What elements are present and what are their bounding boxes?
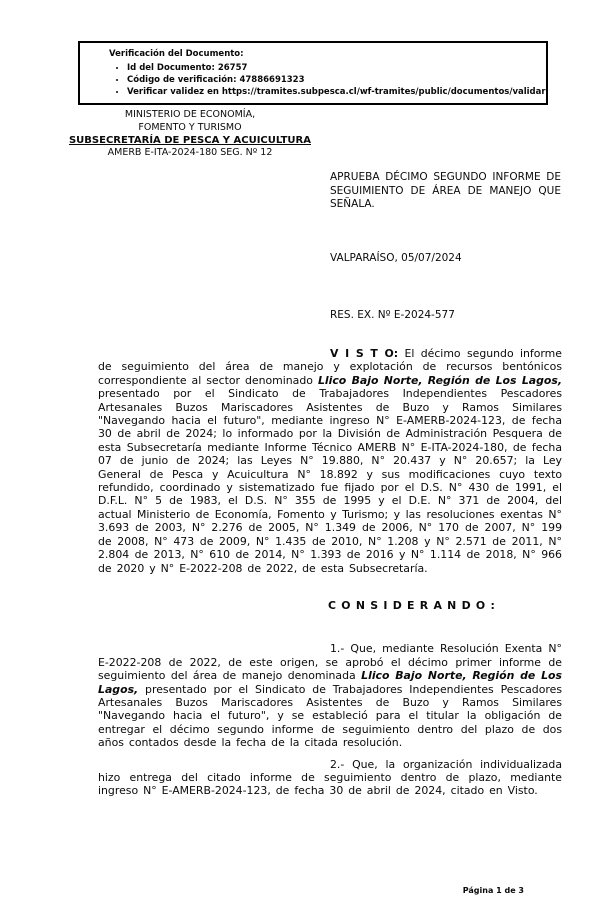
considerando-heading: C O N S I D E R A N D O : xyxy=(328,598,495,612)
verification-box xyxy=(78,41,548,105)
considerando-1-text-2: presentado por el Sindicato de Trabajadores Independientes Pescadores Artesanales Buzos Mariscadores Asistentes de Buzo y Ramos Similares "Navegando hacia el futuro", y se estableció para el titular la obligación de entregar el décimo segundo informe de seguimiento dentro del plazo de dos años contados desde la fecha de la citada resolución. xyxy=(98,682,562,750)
resolution-body xyxy=(98,347,562,798)
visto-text-2: presentado por el Sindicato de Trabajadores Independientes Pescadores Artesanales Buzos Mariscadores Asistentes de Buzo y Ramos Similares "Navegando hacia el futuro", mediante ingreso N° E-AMERB-2024-123, de fecha 30 de abril de 2024; lo informado por la División de Administración Pesquera de esta Subsecretaría mediante Informe Técnico AMERB N° E-ITA-2024-180, de fecha 07 de junio de 2024; las Leyes N° 19.880, N° 20.437 y N° 20.657; la Ley General de Pesca y Acuicultura N° 18.892 y sus modificaciones cuyo texto refundido, coordinado y sistematizado fue fijado por el D.S. N° 430 de 1991, el D.F.L. N° 5 de 1983, el D.S. N° 355 de 1995 y el D.E. N° 371 de 2004, del actual Ministerio de Economía, Fomento y Turismo; y las resoluciones exentas N° 3.693 de 2003, N° 2.276 de 2005, N° 1.349 de 2006, N° 170 de 2007, N° 199 de 2008, N° 473 de 2009, N° 1.435 de 2010, N° 1.208 y N° 2.571 de 2011, N° 2.804 de 2013, N° 610 de 2014, N° 1.393 de 2016 y N° 1.114 de 2018, N° 966 de 2020 y N° E-2022-208 de 2022, de esta Subsecretaría. xyxy=(98,387,562,575)
verification-item-url: • Verificar validez en https://tramites.subpesca.cl/wf-tramites/public/documentos/validar xyxy=(127,87,546,98)
verification-list xyxy=(80,63,546,98)
considerando-1-area-name: Llico Bajo Norte, Región de Los Lagos, xyxy=(98,669,562,696)
considerando-paragraph-1 xyxy=(98,642,562,749)
visto-text-1: El décimo segundo informe de seguimiento del área de manejo y explotación de recursos bentónicos correspondiente al sector denominado xyxy=(98,347,562,387)
resolution-number: RES. EX. Nº E-2024-577 xyxy=(330,309,455,321)
visto-paragraph xyxy=(98,347,562,575)
letterhead xyxy=(38,109,342,160)
visto-area-name: Llico Bajo Norte, Región de Los Lagos, xyxy=(317,373,563,387)
considerando-2-text: 2.- Que, la organización individualizada hizo entrega del citado informe de seguimiento dentro de plazo, mediante ingreso N° E-AMERB-2024-123, de fecha 30 de abril de 2024, citado en Visto. xyxy=(98,757,562,798)
considerando-paragraph-2 xyxy=(98,758,562,798)
visto-label: V I S T O: xyxy=(330,347,399,360)
subsecretaria-title: SUBSECRETARÍA DE PESCA Y ACUICULTURA xyxy=(68,134,311,146)
verification-title: Verificación del Documento: xyxy=(109,49,244,59)
considerando-1-text-1: 1.- Que, mediante Resolución Exenta N° E-2022-208 de 2022, de este origen, se aprobó el décimo primer informe de seguimiento del área de manejo denominada xyxy=(98,642,562,683)
subject-block: APRUEBA DÉCIMO SEGUNDO INFORME DE SEGUIMIENTO DE ÁREA DE MANEJO QUE SEÑALA. xyxy=(330,171,561,210)
amerb-reference: AMERB E-ITA-2024-180 SEG. Nº 12 xyxy=(107,147,273,159)
ministry-line-2: FOMENTO Y TURISMO xyxy=(138,121,242,133)
page-number: Página 1 de 3 xyxy=(462,886,524,895)
ministry-line-1: MINISTERIO DE ECONOMÍA, xyxy=(124,109,256,120)
verification-item-document-id: • Id del Documento: 26757 xyxy=(127,63,546,74)
place-date: VALPARAÍSO, 05/07/2024 xyxy=(330,252,462,264)
verification-item-code: • Código de verificación: 47886691323 xyxy=(127,75,546,86)
